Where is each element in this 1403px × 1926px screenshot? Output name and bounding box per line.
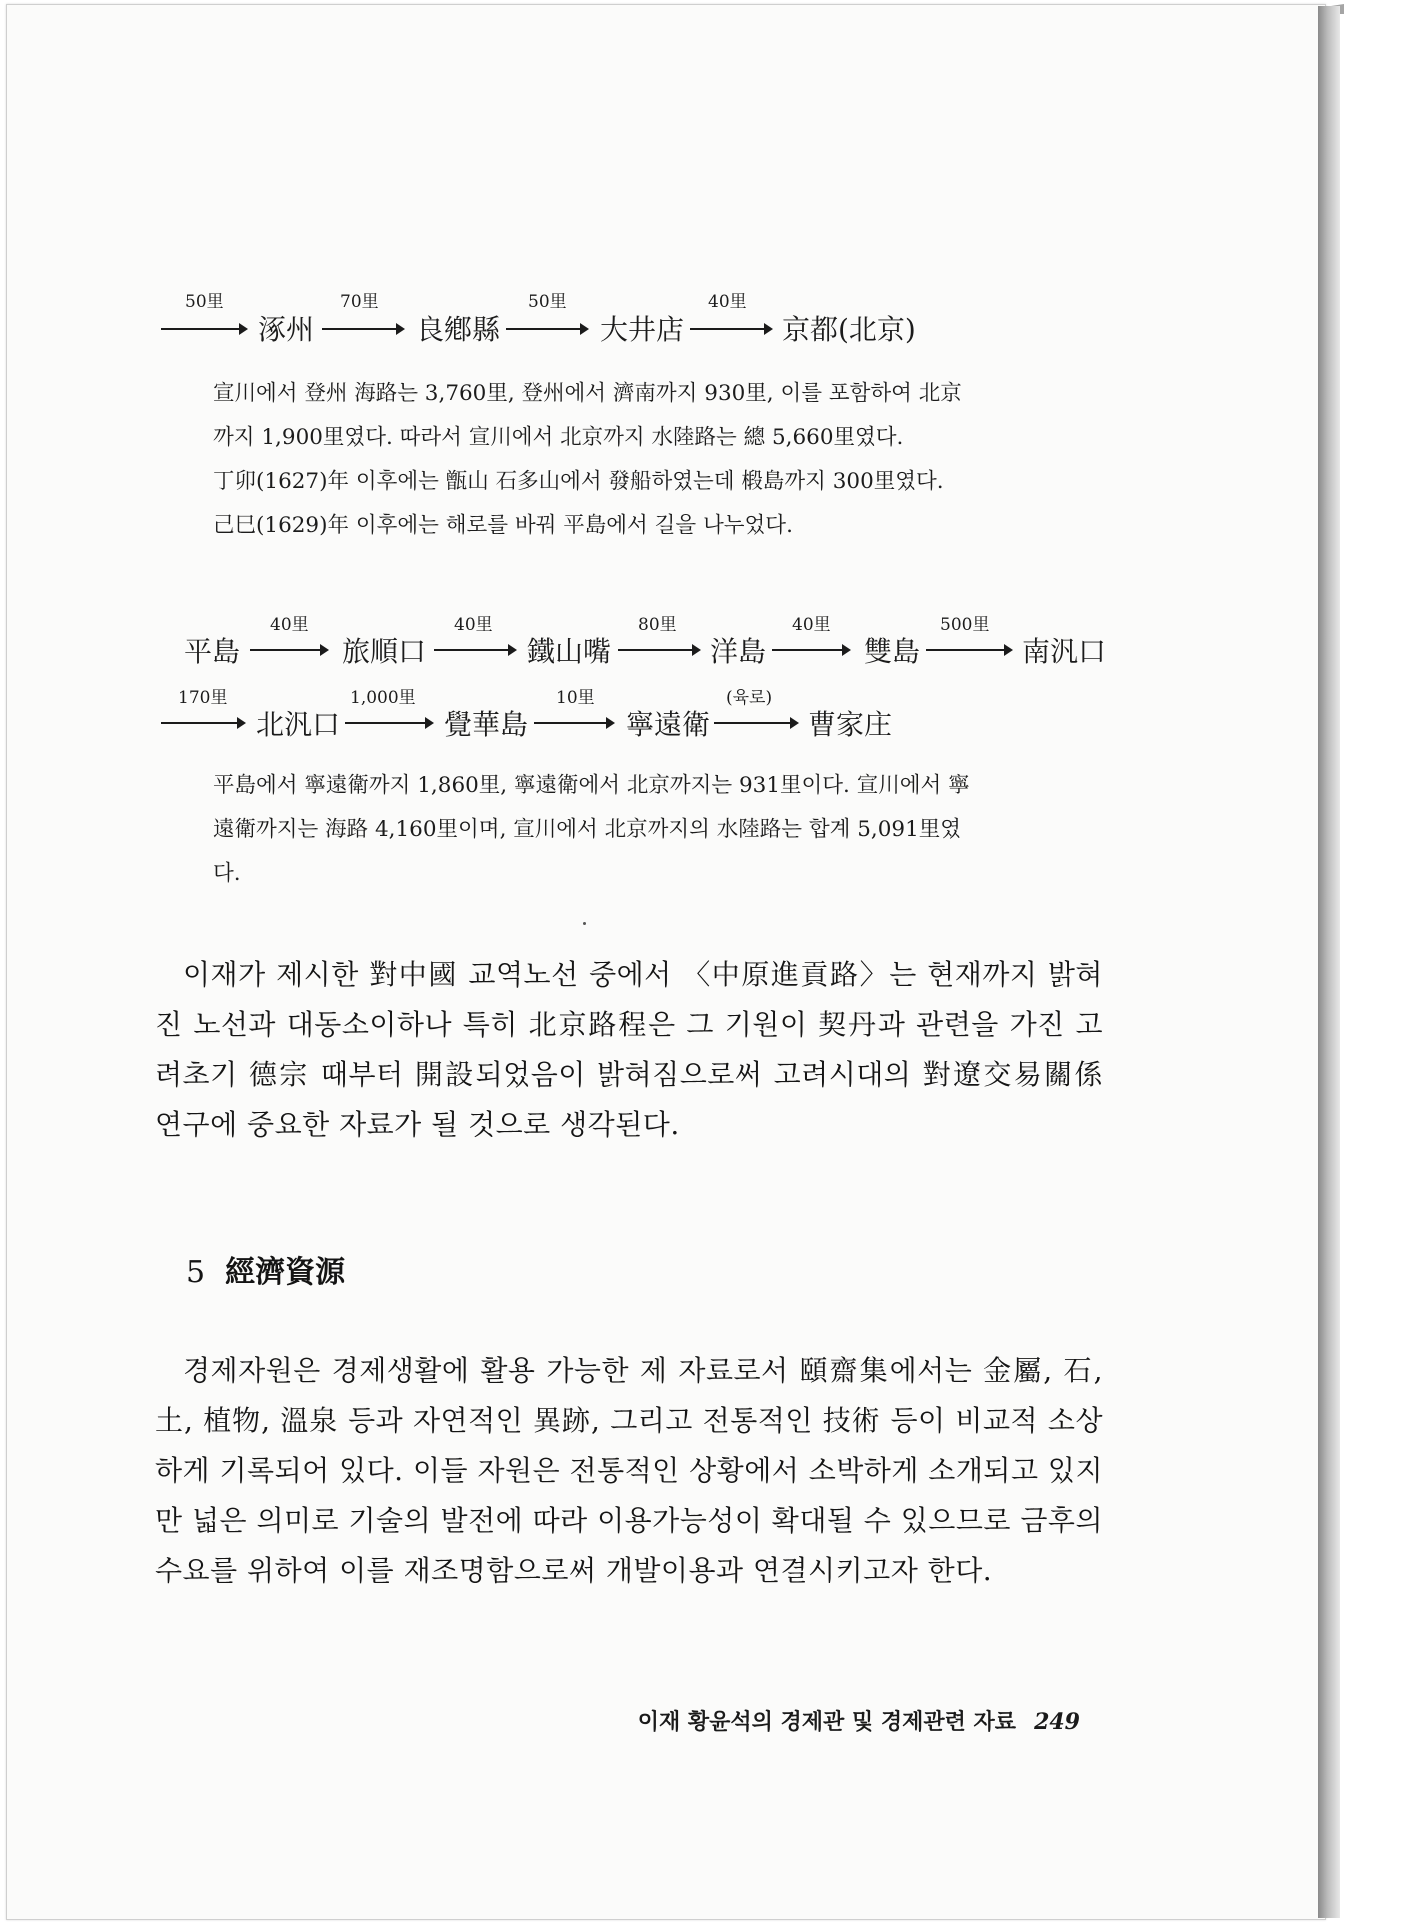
route-arrow bbox=[322, 328, 402, 330]
note-line: 다. bbox=[213, 861, 241, 886]
route-node: 曹家庄 bbox=[808, 708, 893, 741]
route-node: 涿州 bbox=[258, 313, 315, 346]
note-line: 까지 1,900里였다. 따라서 宣川에서 北京까지 水陸路는 總 5,660里였다. bbox=[213, 425, 904, 450]
note-line: 宣川에서 登州 海路는 3,760里, 登州에서 濟南까지 930里, 이를 포함하여 北京 bbox=[213, 381, 962, 406]
route-arrow bbox=[434, 649, 514, 651]
section-heading bbox=[186, 1247, 345, 1291]
route-distance: 10里 bbox=[556, 688, 595, 708]
route-node: 南汎口 bbox=[1022, 635, 1107, 668]
body-paragraph-2: 경제자원은 경제생활에 활용 가능한 제 자료로서 頤齋集에서는 金屬, 石, 土, 植物, 溫泉 등과 자연적인 異跡, 그리고 전통적인 技術 등이 비교적 소상하게 기록되어 있다. 이들 자원은 전통적인 상황에서 소박하게 소개되고 있지만 넓은 의미로 기술의 발전에 따라 이용가능성이 확대될 수 있으므로 금후의 수요를 위하여 이를 재조명함으로써 개발이용과 연결시키고자 한다. bbox=[155, 1354, 1103, 1587]
route-arrow bbox=[161, 328, 245, 330]
note-line: 丁卯(1627)年 이후에는 甑山 石多山에서 發船하였는데 椴島까지 300里였다. bbox=[213, 469, 944, 494]
route-node: 雙島 bbox=[864, 635, 921, 668]
body-paragraph-1: 이재가 제시한 對中國 교역노선 중에서 〈中原進貢路〉는 현재까지 밝혀진 노선과 대동소이하나 특히 北京路程은 그 기원이 契丹과 관련을 가진 고려초기 德宗 때부터 開設되었음이 밝혀짐으로써 고려시대의 對遼交易關係 연구에 중요한 자료가 될 것으로 생각된다. bbox=[155, 958, 1103, 1141]
route-distance: 40里 bbox=[454, 615, 493, 635]
route-node: 寧遠衛 bbox=[626, 708, 711, 741]
route-node: 良鄕縣 bbox=[416, 313, 501, 346]
route-node: 覺華島 bbox=[444, 708, 529, 741]
route-node: 鐵山嘴 bbox=[527, 635, 612, 668]
route-note-1 bbox=[213, 372, 1103, 548]
route-node: 旅順口 bbox=[342, 635, 427, 668]
route-node: 北汎口 bbox=[256, 708, 341, 741]
route-node: 平島 bbox=[184, 635, 241, 668]
route-node: 洋島 bbox=[710, 635, 767, 668]
route-arrow bbox=[926, 649, 1010, 651]
route-distance: 40里 bbox=[792, 615, 831, 635]
route-distance: 1,000里 bbox=[350, 688, 416, 708]
route-arrow bbox=[250, 649, 326, 651]
section-title: 經濟資源 bbox=[225, 1255, 346, 1290]
note-line: 遠衛까지는 海路 4,160里이며, 宣川에서 北京까지의 水陸路는 합계 5,091里였 bbox=[213, 817, 962, 842]
route-distance: 40里 bbox=[270, 615, 309, 635]
route-distance: 50里 bbox=[185, 292, 224, 312]
note-line: 平島에서 寧遠衛까지 1,860里, 寧遠衛에서 北京까지는 931里이다. 宣川에서 寧 bbox=[213, 773, 970, 798]
route-arrow bbox=[161, 722, 243, 724]
route-arrow bbox=[618, 649, 698, 651]
route-node: 京都(北京) bbox=[782, 313, 916, 346]
route-distance: 50里 bbox=[528, 292, 567, 312]
scan-speck bbox=[583, 922, 586, 925]
route-distance: 80里 bbox=[638, 615, 677, 635]
running-footer bbox=[560, 1705, 1080, 1736]
route-distance: 40里 bbox=[708, 292, 747, 312]
route-arrow bbox=[506, 328, 586, 330]
route-arrow bbox=[772, 649, 848, 651]
route-note-2 bbox=[213, 764, 1103, 896]
route-distance: 70里 bbox=[340, 292, 379, 312]
running-title: 이재 황윤석의 경제관 및 경제관련 자료 bbox=[637, 1709, 1017, 1735]
route-arrow bbox=[690, 328, 770, 330]
route-arrow bbox=[714, 722, 796, 724]
route-node: 大井店 bbox=[600, 313, 685, 346]
route-arrow bbox=[345, 722, 431, 724]
right-margin bbox=[1344, 0, 1403, 1926]
page-number: 249 bbox=[1034, 1709, 1080, 1735]
note-line: 己巳(1629)年 이후에는 해로를 바꿔 平島에서 길을 나누었다. bbox=[213, 513, 793, 538]
route-distance: 170里 bbox=[178, 688, 228, 708]
route-distance: (육로) bbox=[726, 688, 773, 708]
page-stack-edge bbox=[1318, 6, 1340, 1918]
section-number: 5 bbox=[186, 1255, 206, 1290]
route-distance: 500里 bbox=[940, 615, 990, 635]
route-arrow bbox=[534, 722, 612, 724]
